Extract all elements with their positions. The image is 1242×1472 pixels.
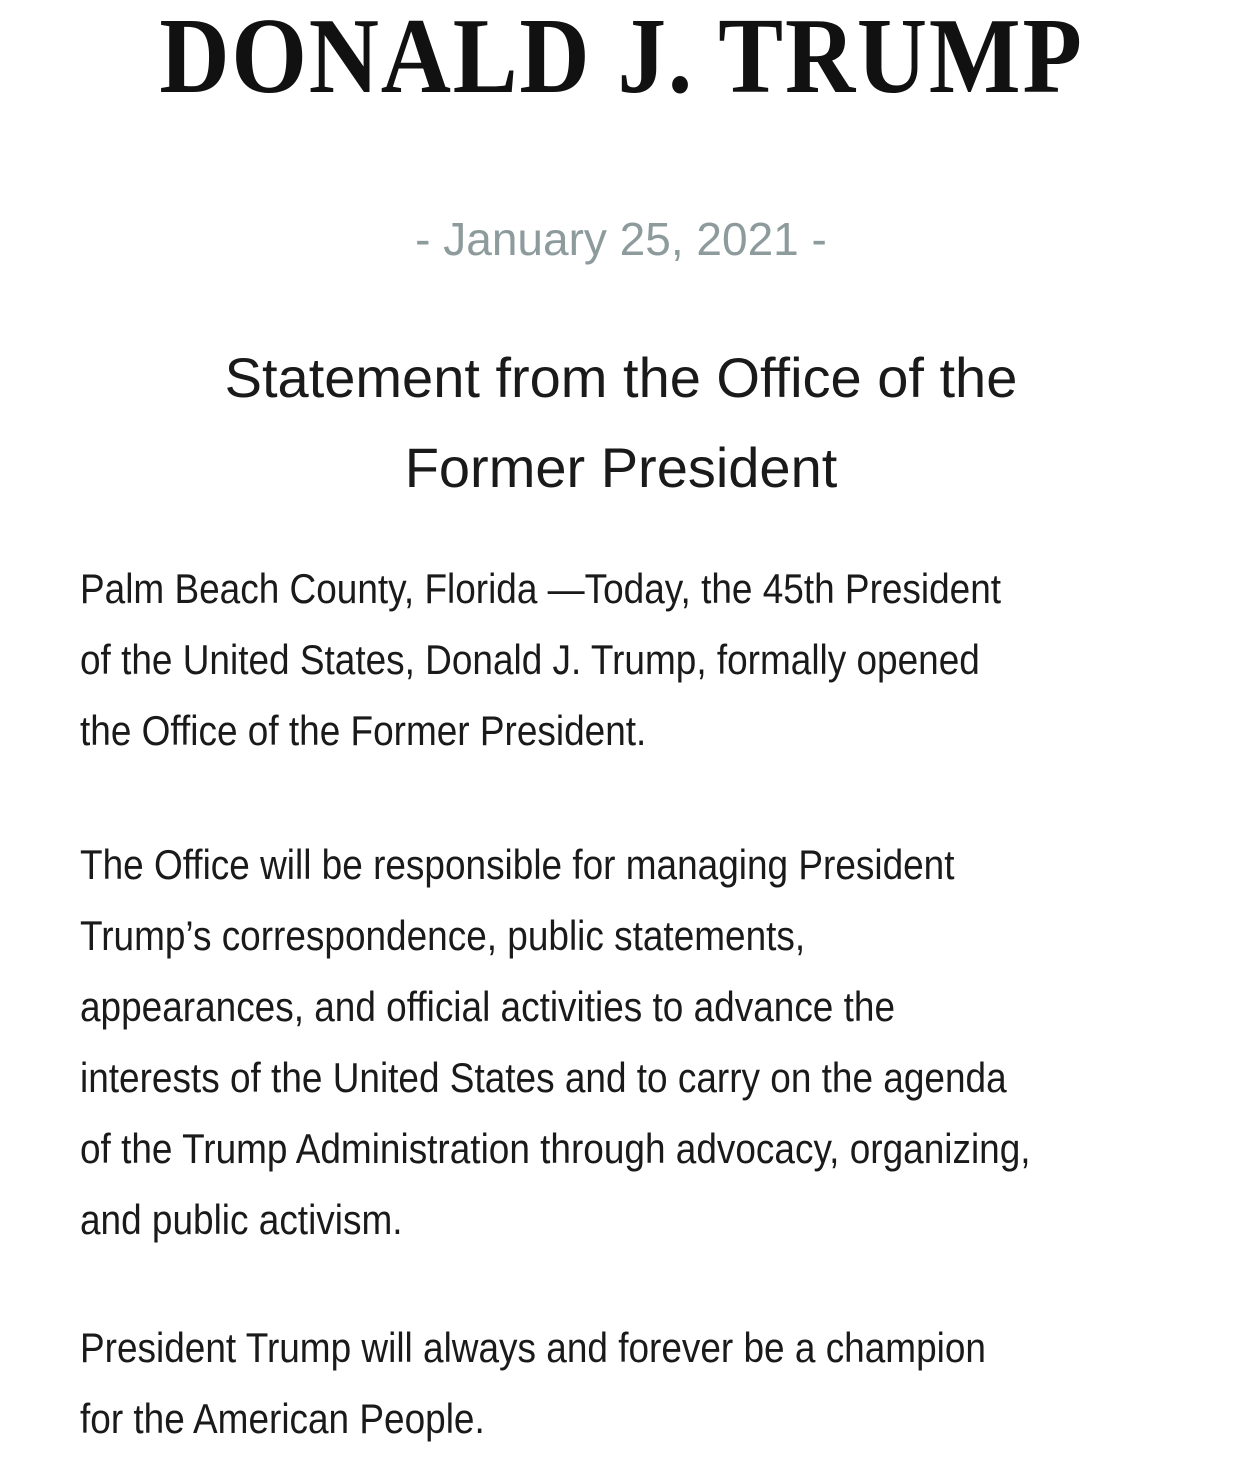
statement-title-line-1: Statement from the Office of the: [224, 346, 1018, 410]
paragraph-2-line-4: interests of the United States and to carry on the agenda: [80, 1054, 1007, 1102]
paragraph-2-line-2: Trump’s correspondence, public statements,: [80, 912, 806, 960]
paragraph-1-line-2: of the United States, Donald J. Trump, formally opened: [80, 636, 980, 684]
paragraph-2-line-5: of the Trump Administration through advocacy, organizing,: [80, 1125, 1031, 1173]
statement-date: - January 25, 2021 -: [415, 213, 827, 266]
paragraph-3-line-1: President Trump will always and forever be a champion: [80, 1324, 986, 1372]
paragraph-2: [80, 829, 1242, 1255]
letterhead-name: [0, 0, 1242, 116]
paragraph-1: [80, 553, 1242, 766]
paragraph-1-line-3: the Office of the Former President.: [80, 707, 647, 755]
statement-body: [0, 553, 1242, 1454]
letterhead: [0, 0, 1242, 116]
paragraph-2-line-6: and public activism.: [80, 1196, 403, 1244]
paragraph-2-line-3: appearances, and official activities to advance the: [80, 983, 896, 1031]
paragraph-3-line-2: for the American People.: [80, 1395, 485, 1443]
paragraph-3: [80, 1312, 1242, 1454]
statement-title: [0, 333, 1242, 513]
paragraph-2-line-1: The Office will be responsible for managing President: [80, 841, 955, 889]
statement-title-line-2: Former President: [404, 436, 838, 500]
letterhead-name-text: DONALD J. TRUMP: [158, 0, 1084, 116]
paragraph-1-line-1: Palm Beach County, Florida —Today, the 45th President: [80, 565, 1002, 613]
